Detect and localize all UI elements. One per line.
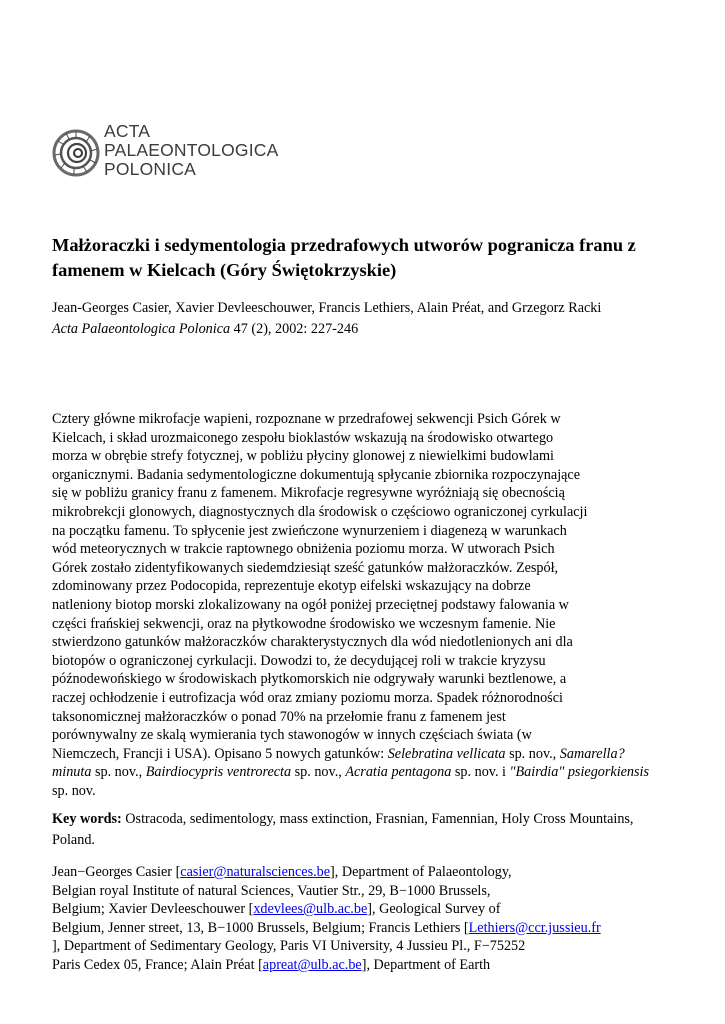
citation-details: 47 (2), 2002: 227-246 — [230, 321, 359, 337]
affiliation-line — [52, 863, 692, 882]
abstract-line — [52, 763, 677, 782]
affiliation-text: ], Department of Earth — [361, 956, 491, 973]
journal-name: Acta Palaeontologica Polonica — [52, 321, 231, 337]
abstract-line: biotopów o ograniczonej cyrkulacji. Dowodzi to, że decydującej roli w trakcie kryzysu — [52, 652, 546, 669]
abstract-line: się w pobliżu granicy franu z famenem. Mikrofacje regresywne wyróżniają się obecnością — [52, 485, 565, 502]
affiliation-text: Jean−Georges Casier [ — [52, 864, 181, 880]
abstract-text: sp. nov., — [291, 764, 346, 781]
abstract-line: morza w obrębie strefy fotycznej, w pobliżu płyciny glonowej z niewielkimi budowlami — [52, 448, 554, 465]
logo-line-2: PALAEONTOLOGICA — [104, 140, 279, 160]
citation — [52, 319, 692, 340]
affiliation-line: Belgian royal Institute of natural Sciences, Vautier Str., 29, B−1000 Brussels, — [52, 882, 491, 899]
logo-wordmark — [104, 122, 279, 179]
ammonite-icon — [52, 122, 102, 184]
abstract-line — [52, 745, 677, 764]
abstract-line: natleniony biotop morski zlokalizowany na ogół poniżej przeciętnej podstawy falowania w — [52, 596, 569, 613]
paper-meta — [52, 298, 692, 340]
affiliation-text: Belgium; Xavier Devleeschouwer [ — [52, 901, 254, 918]
affiliation-line: ], Department of Sedimentary Geology, Paris VI University, 4 Jussieu Pl., F−75252 — [52, 938, 526, 955]
keywords-line: Poland. — [52, 832, 95, 848]
abstract-line: Kielcach, i skład urozmaiconego zespołu bioklastów wskazują na środowisko otwartego — [52, 429, 554, 446]
abstract-line: taksonomicznej małżoraczków o ponad 70% na przełomie franu z famenem jest — [52, 708, 506, 725]
abstract-line: Górek zostało zidentyfikowanych siedemdziesiąt sześć gatunków małżoraczków. Zespół, — [52, 559, 559, 576]
abstract-line: części frańskiej sekwencji, oraz na płytkowodne środowisko we wczesnym famenie. Nie — [52, 615, 556, 632]
journal-logo — [52, 121, 279, 184]
abstract-text: sp. nov., — [91, 764, 146, 781]
affiliation-line — [52, 919, 692, 938]
abstract-line: raczej ochłodzenie i eutrofizacja wód oraz zmiany poziomu morza. Spadek różnorodności — [52, 689, 563, 706]
abstract-line: wód meteorycznych w trakcie raptownego obniżenia poziomu morza. W utworach Psich — [52, 541, 555, 558]
author-list: Jean-Georges Casier, Xavier Devleeschouwer, Francis Lethiers, Alain Préat, and Grzegorz Racki — [52, 300, 602, 316]
abstract-line: zdominowany przez Podocopida, reprezentuje ekotyp eifelski wskazujący na dobrze — [52, 578, 531, 595]
logo-line-3: POLONICA — [104, 159, 197, 179]
abstract-line: porównywalny ze skalą wymierania tych stawonogów w innych częściach świata (w — [52, 727, 532, 744]
abstract-line: na początku famenu. To spłycenie jest zwieńczone wynurzeniem i diagenezą w warunkach — [52, 522, 567, 539]
keywords — [52, 809, 677, 851]
keywords-line — [52, 809, 677, 830]
affiliation-line — [52, 900, 692, 919]
species-name: Acratia pentagona — [345, 764, 452, 781]
affiliation-text: Belgium, Jenner street, 13, B−1000 Brussels, Belgium; Francis Lethiers [ — [52, 919, 469, 936]
abstract-text: sp. nov. i — [451, 764, 510, 781]
species-name: minuta — [52, 764, 92, 781]
abstract-line: późnodewońskiego w środowiskach płytkomorskich nie odgrywały warunki beztlenowe, a — [52, 671, 567, 688]
affiliation-text: ], Geological Survey of — [367, 901, 501, 918]
abstract-line: stwierdzono gatunków małżoraczków charakterystycznych dla wód niedotlenionych ani dla — [52, 634, 573, 651]
logo-line-1: ACTA — [104, 121, 151, 141]
keywords-label: Key words: — [52, 811, 122, 827]
abstract-line: sp. nov. — [52, 782, 96, 799]
species-name: Selebratina vellicata — [387, 745, 506, 762]
affiliation-text: Paris Cedex 05, France; Alain Préat [ — [52, 956, 263, 973]
species-name: "Bairdia" psiegorkiensis — [509, 764, 650, 781]
email-link-preat[interactable]: apreat@ulb.ac.be — [262, 956, 362, 973]
keywords-text: Ostracoda, sedimentology, mass extinction, Frasnian, Famennian, Holy Cross Mountains, — [121, 811, 634, 827]
species-name: Samarella? — [559, 745, 625, 762]
paper-title: Małżoraczki i sedymentologia przedrafowych utworów pogranicza franu z famenem w Kielcach (Góry Świętokrzyskie) — [52, 235, 636, 280]
species-name: Bairdiocypris ventrorecta — [145, 764, 292, 781]
abstract-line: organicznymi. Badania sedymentologiczne dokumentują spłycanie zbiornika rozpoczynające — [52, 466, 581, 483]
affiliation-line — [52, 956, 692, 975]
abstract-line: Cztery główne mikrofacje wapieni, rozpoznane w przedrafowej sekwencji Psich Górek w — [52, 411, 561, 427]
author-affiliations — [52, 863, 692, 975]
abstract-text: sp. nov., — [505, 745, 560, 762]
email-link-devleeschouwer[interactable]: xdevlees@ulb.ac.be — [253, 901, 368, 918]
abstract-text: Niemczech, Francji i USA). Opisano 5 nowych gatunków: — [52, 745, 388, 762]
affiliation-text: ], Department of Palaeontology, — [330, 864, 512, 880]
email-link-lethiers[interactable]: Lethiers@ccr.jussieu.fr — [468, 919, 601, 936]
abstract-line: mikrobrekcji glonowych, diagnostycznych dla środowisk o częściowo ograniczonej cyrkulacji — [52, 503, 588, 520]
abstract — [52, 410, 677, 800]
email-link-casier[interactable]: casier@naturalsciences.be — [180, 864, 331, 880]
